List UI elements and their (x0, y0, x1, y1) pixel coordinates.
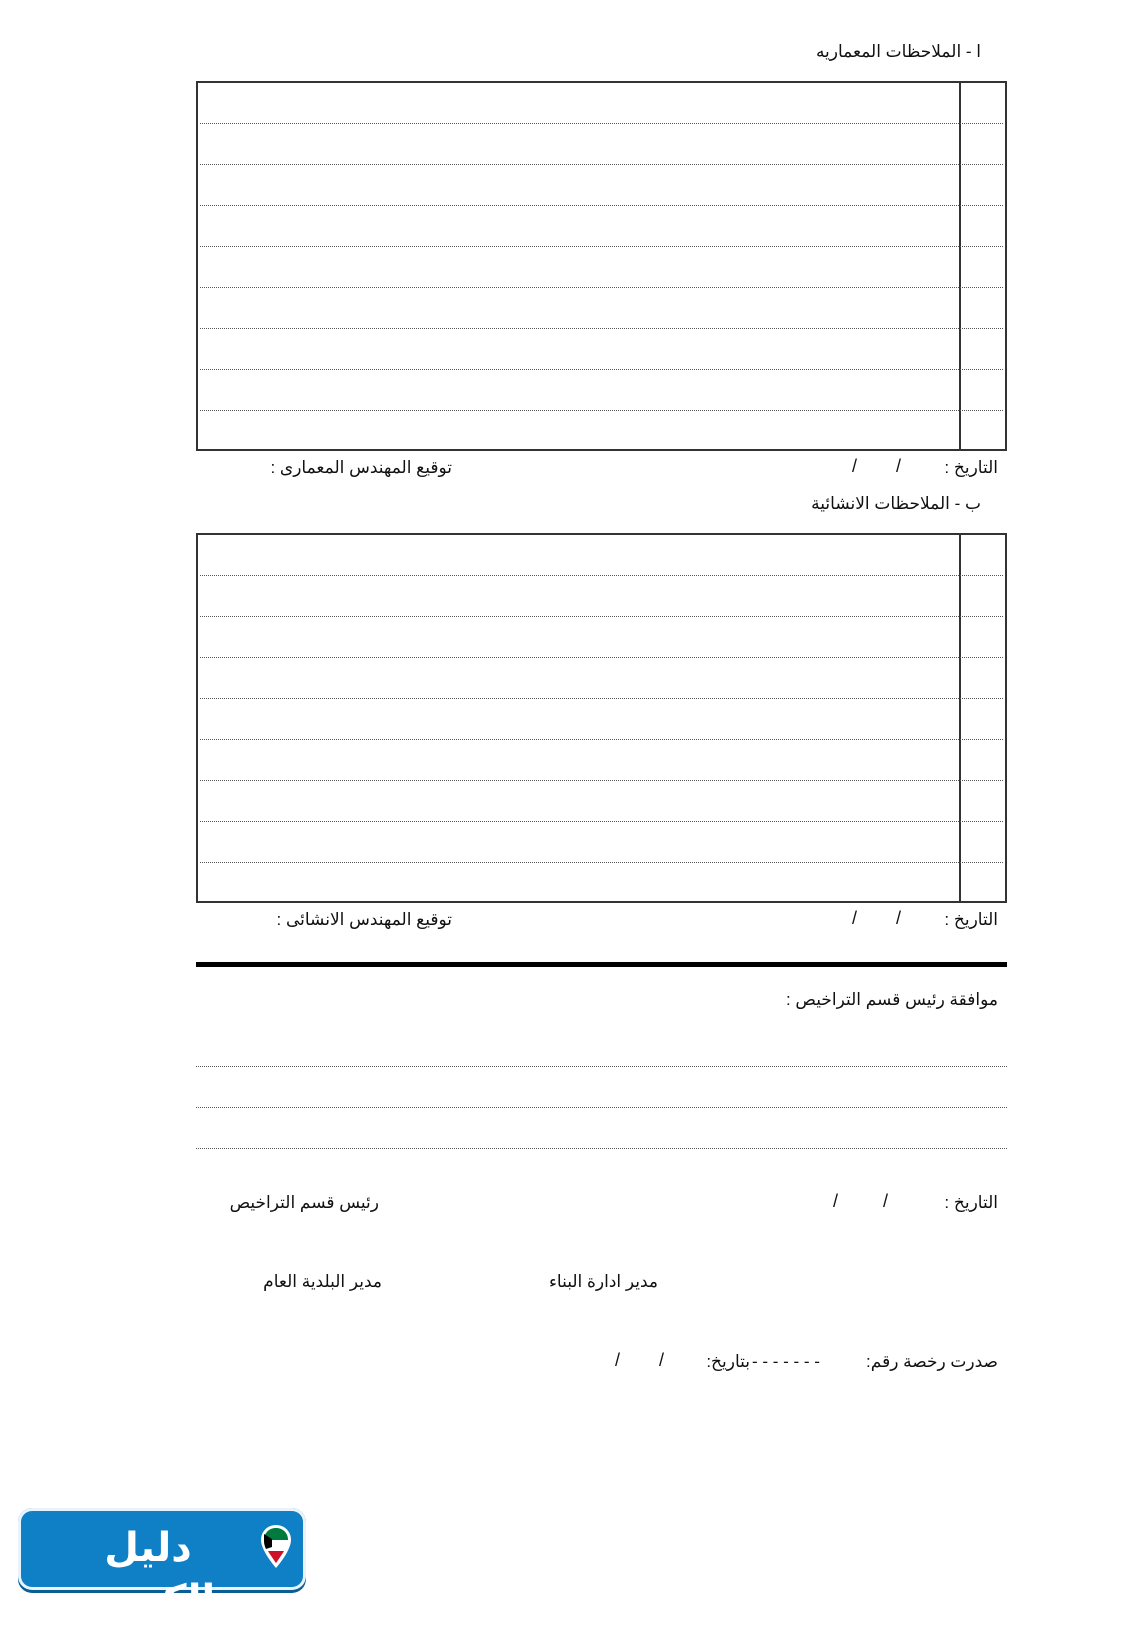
section-b-title: ب - الملاحظات الانشائية (811, 494, 981, 513)
date-separator: / (852, 456, 858, 476)
note-line (200, 123, 1003, 124)
date-separator: / (896, 456, 902, 476)
section-a-date-label: التاريخ : (944, 458, 998, 477)
logo-text: دليل الكويت (80, 1525, 216, 1623)
approval-label: موافقة رئيس قسم التراخيص : (785, 990, 998, 1009)
approval-date-label: التاريخ : (944, 1193, 998, 1212)
license-number-placeholder: - - - - - - - (752, 1352, 820, 1371)
note-line (200, 287, 1003, 288)
note-line (200, 164, 1003, 165)
box-column-divider (959, 83, 961, 449)
date-separator: / (896, 908, 902, 928)
note-line (200, 862, 1003, 863)
note-line (200, 739, 1003, 740)
note-line (200, 616, 1003, 617)
section-a-title: ا - الملاحظات المعماريه (815, 42, 981, 61)
date-separator: / (659, 1350, 665, 1370)
license-issued-label: صدرت رخصة رقم: (866, 1352, 998, 1371)
date-separator: / (852, 908, 858, 928)
approval-line[interactable] (196, 1148, 1007, 1149)
architectural-notes-box[interactable] (196, 81, 1007, 451)
date-separator: / (883, 1191, 889, 1211)
structural-signature-label: توقيع المهندس الانشائى : (276, 910, 452, 929)
note-line (200, 575, 1003, 576)
section-b-date-label: التاريخ : (944, 910, 998, 929)
municipality-general-manager-label: مدير البلدية العام (263, 1272, 382, 1291)
licensing-head-label: رئيس قسم التراخيص (229, 1193, 379, 1212)
box-column-divider (959, 535, 961, 901)
note-line (200, 657, 1003, 658)
date-separator: / (615, 1350, 621, 1370)
approval-line[interactable] (196, 1107, 1007, 1108)
note-line (200, 821, 1003, 822)
note-line (200, 780, 1003, 781)
note-line (200, 698, 1003, 699)
note-line (200, 328, 1003, 329)
note-line (200, 410, 1003, 411)
section-divider (196, 962, 1007, 967)
note-line (200, 205, 1003, 206)
license-date-label: بتاريخ: (706, 1352, 750, 1371)
structural-notes-box[interactable] (196, 533, 1007, 903)
kuwait-flag-pin-icon (260, 1524, 292, 1570)
date-separator: / (833, 1191, 839, 1211)
architect-signature-label: توقيع المهندس المعمارى : (270, 458, 452, 477)
note-line (200, 369, 1003, 370)
note-line (200, 246, 1003, 247)
approval-line[interactable] (196, 1066, 1007, 1067)
building-admin-manager-label: مدير ادارة البناء (548, 1272, 658, 1291)
kuwait-guide-logo[interactable] (18, 1508, 306, 1623)
